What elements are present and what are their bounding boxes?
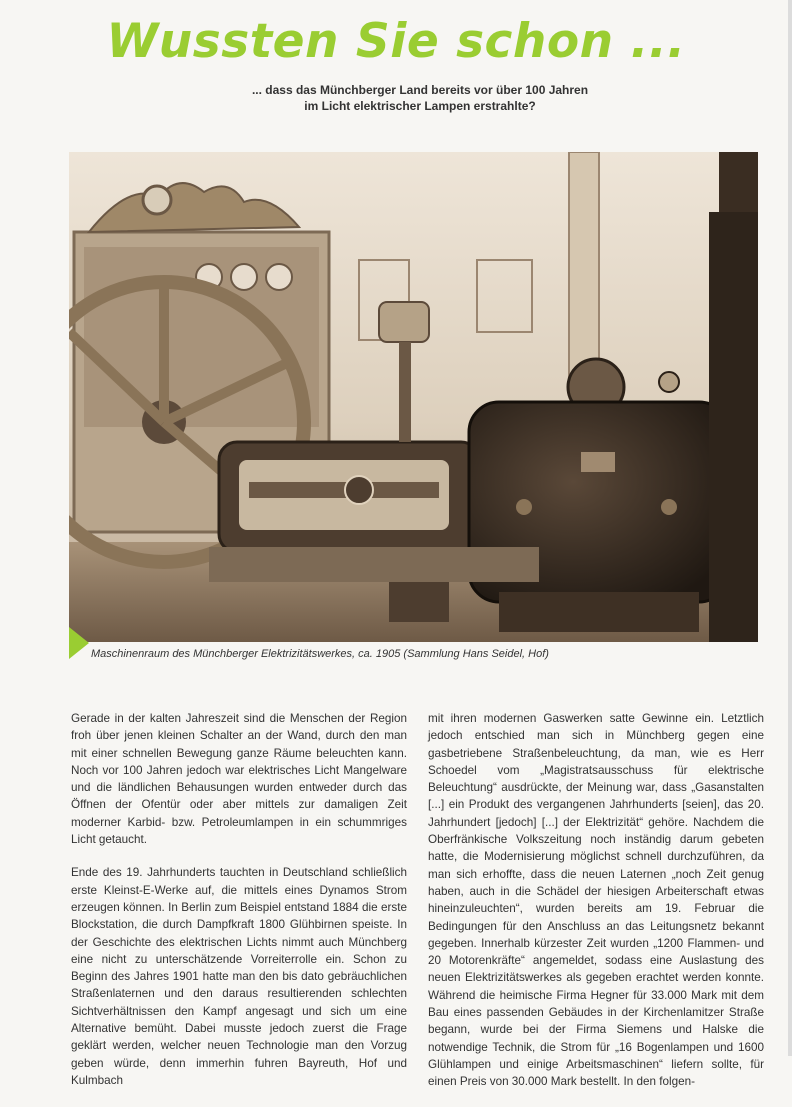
machine-room-photo xyxy=(69,152,758,642)
clock-icon xyxy=(143,186,171,214)
page-edge xyxy=(788,0,792,1056)
caption-marker-icon xyxy=(69,627,89,659)
steam-pipe xyxy=(569,152,599,392)
boiler-base xyxy=(499,592,699,632)
valve xyxy=(379,302,429,342)
gauge-icon xyxy=(231,264,257,290)
article-paragraph: Gerade in der kalten Jahreszeit sind die Menschen der Region froh über jenen kleinen Schalter an der Wand, durch den man mit einer schnellen Bewegung ganze Räume beleuchten kann. Noch vor 100 Jahren jedoch war elektrisches Licht Mangelware und die ländlichen Behausungen wurden entweder durch das Öffnen der Ofentür oder aber mittels zur damaligen Zeit moderner Karbid- bzw. Petroleumlampen in ein schummriges Licht getaucht. xyxy=(71,712,407,847)
nameplate xyxy=(581,452,615,472)
article-column-left xyxy=(71,710,407,1105)
article-column-right xyxy=(428,710,764,1107)
article-paragraph: mit ihren modernen Gaswerken satte Gewinne ein. Letztlich jedoch entschied man sich in Münchberg gegen eine gasbetriebene Straßenbeleuchtung, da man, wie es Herr Schoedel vom „Magistratsausschuss für elektrische Beleuchtung“ ausdrückte, der Meinung war, dass „Gasanstalten [...] ein Produkt des vergangenen Jahrhunderts [seien], das 20. Jahrhundert [jedoch] [...] der Elektrizität“ gehöre. Nachdem die Oberfränkische Volkszeitung noch inständig darum gebeten hatte, die Modernisierung möglichst schnell durchzuführen, da man sich erhoffte, dass die neuen Laternen „noch Zeit genug haben, auch in die Schädel der hiesigen Arbeiterschaft etwas hineinzuleuchten“, wurden bereits am 19. Februar die Bedingungen für den Anschluss an das Leitungsnetz bekannt gegeben. Innerhalb kürzester Zeit wurden „1200 Flammen- und 20 Motorenkräfte“ angemeldet, sodass eine Auslastung des neuen Elektrizitätswerkes als gegeben erachtet werden konnte. Während die heimische Firma Hegner für 33.000 Mark mit dem Bau eines passenden Gebäudes in der Kirchenlamitzer Straße begann, wurde bei der Firma Siemens und Halske die notwendige Technik, die Strom für „16 Bogenlampen und 1600 Glühlampen und einige Arbeitsmaschinen“ liefern sollte, für einen Preis von 30.000 Mark bestellt. In den folgen- xyxy=(428,712,764,1089)
machine-base xyxy=(209,547,539,582)
photo-caption: Maschinenraum des Münchberger Elektrizitätswerkes, ca. 1905 (Sammlung Hans Seidel, Hof) xyxy=(91,648,549,660)
pipe-elbow xyxy=(719,152,758,212)
subtitle-line-1: ... dass das Münchberger Land bereits vor über 100 Jahren xyxy=(251,83,589,97)
machine-room-illustration xyxy=(69,152,758,642)
page-title: Wussten Sie schon ... xyxy=(106,14,686,69)
wall-column xyxy=(709,212,758,642)
subtitle-line-2: im Licht elektrischer Lampen erstrahlte? xyxy=(304,99,536,113)
subtitle xyxy=(240,82,600,114)
gauge-icon xyxy=(266,264,292,290)
article-paragraph: Ende des 19. Jahrhunderts tauchten in Deutschland schließlich erste Kleinst-E-Werke auf, die mittels eines Dynamos Strom erzeugen können. In Berlin zum Beispiel entstand 1884 die erste Blockstation, die durch Dampfkraft 1800 Glühbirnen speiste. In der Geschichte des elektrischen Lichts nimmt auch Münchberg eine nicht zu unterschätzende Vorreiterrolle ein. Schon zu Beginn des Jahres 1901 hatte man den bis dato gebräuchlichen Straßenlaternen und den daraus resultierenden schlechten Sichtverhältnissen den Kampf angesagt und sich um eine Alternative bemüht. Dabei musste jedoch zuerst die Frage geklärt werden, welcher neuen Technologie man den Vorzug geben würde, denn immerhin fuhren Bayreuth, Hof und Kulmbach xyxy=(71,866,407,1087)
